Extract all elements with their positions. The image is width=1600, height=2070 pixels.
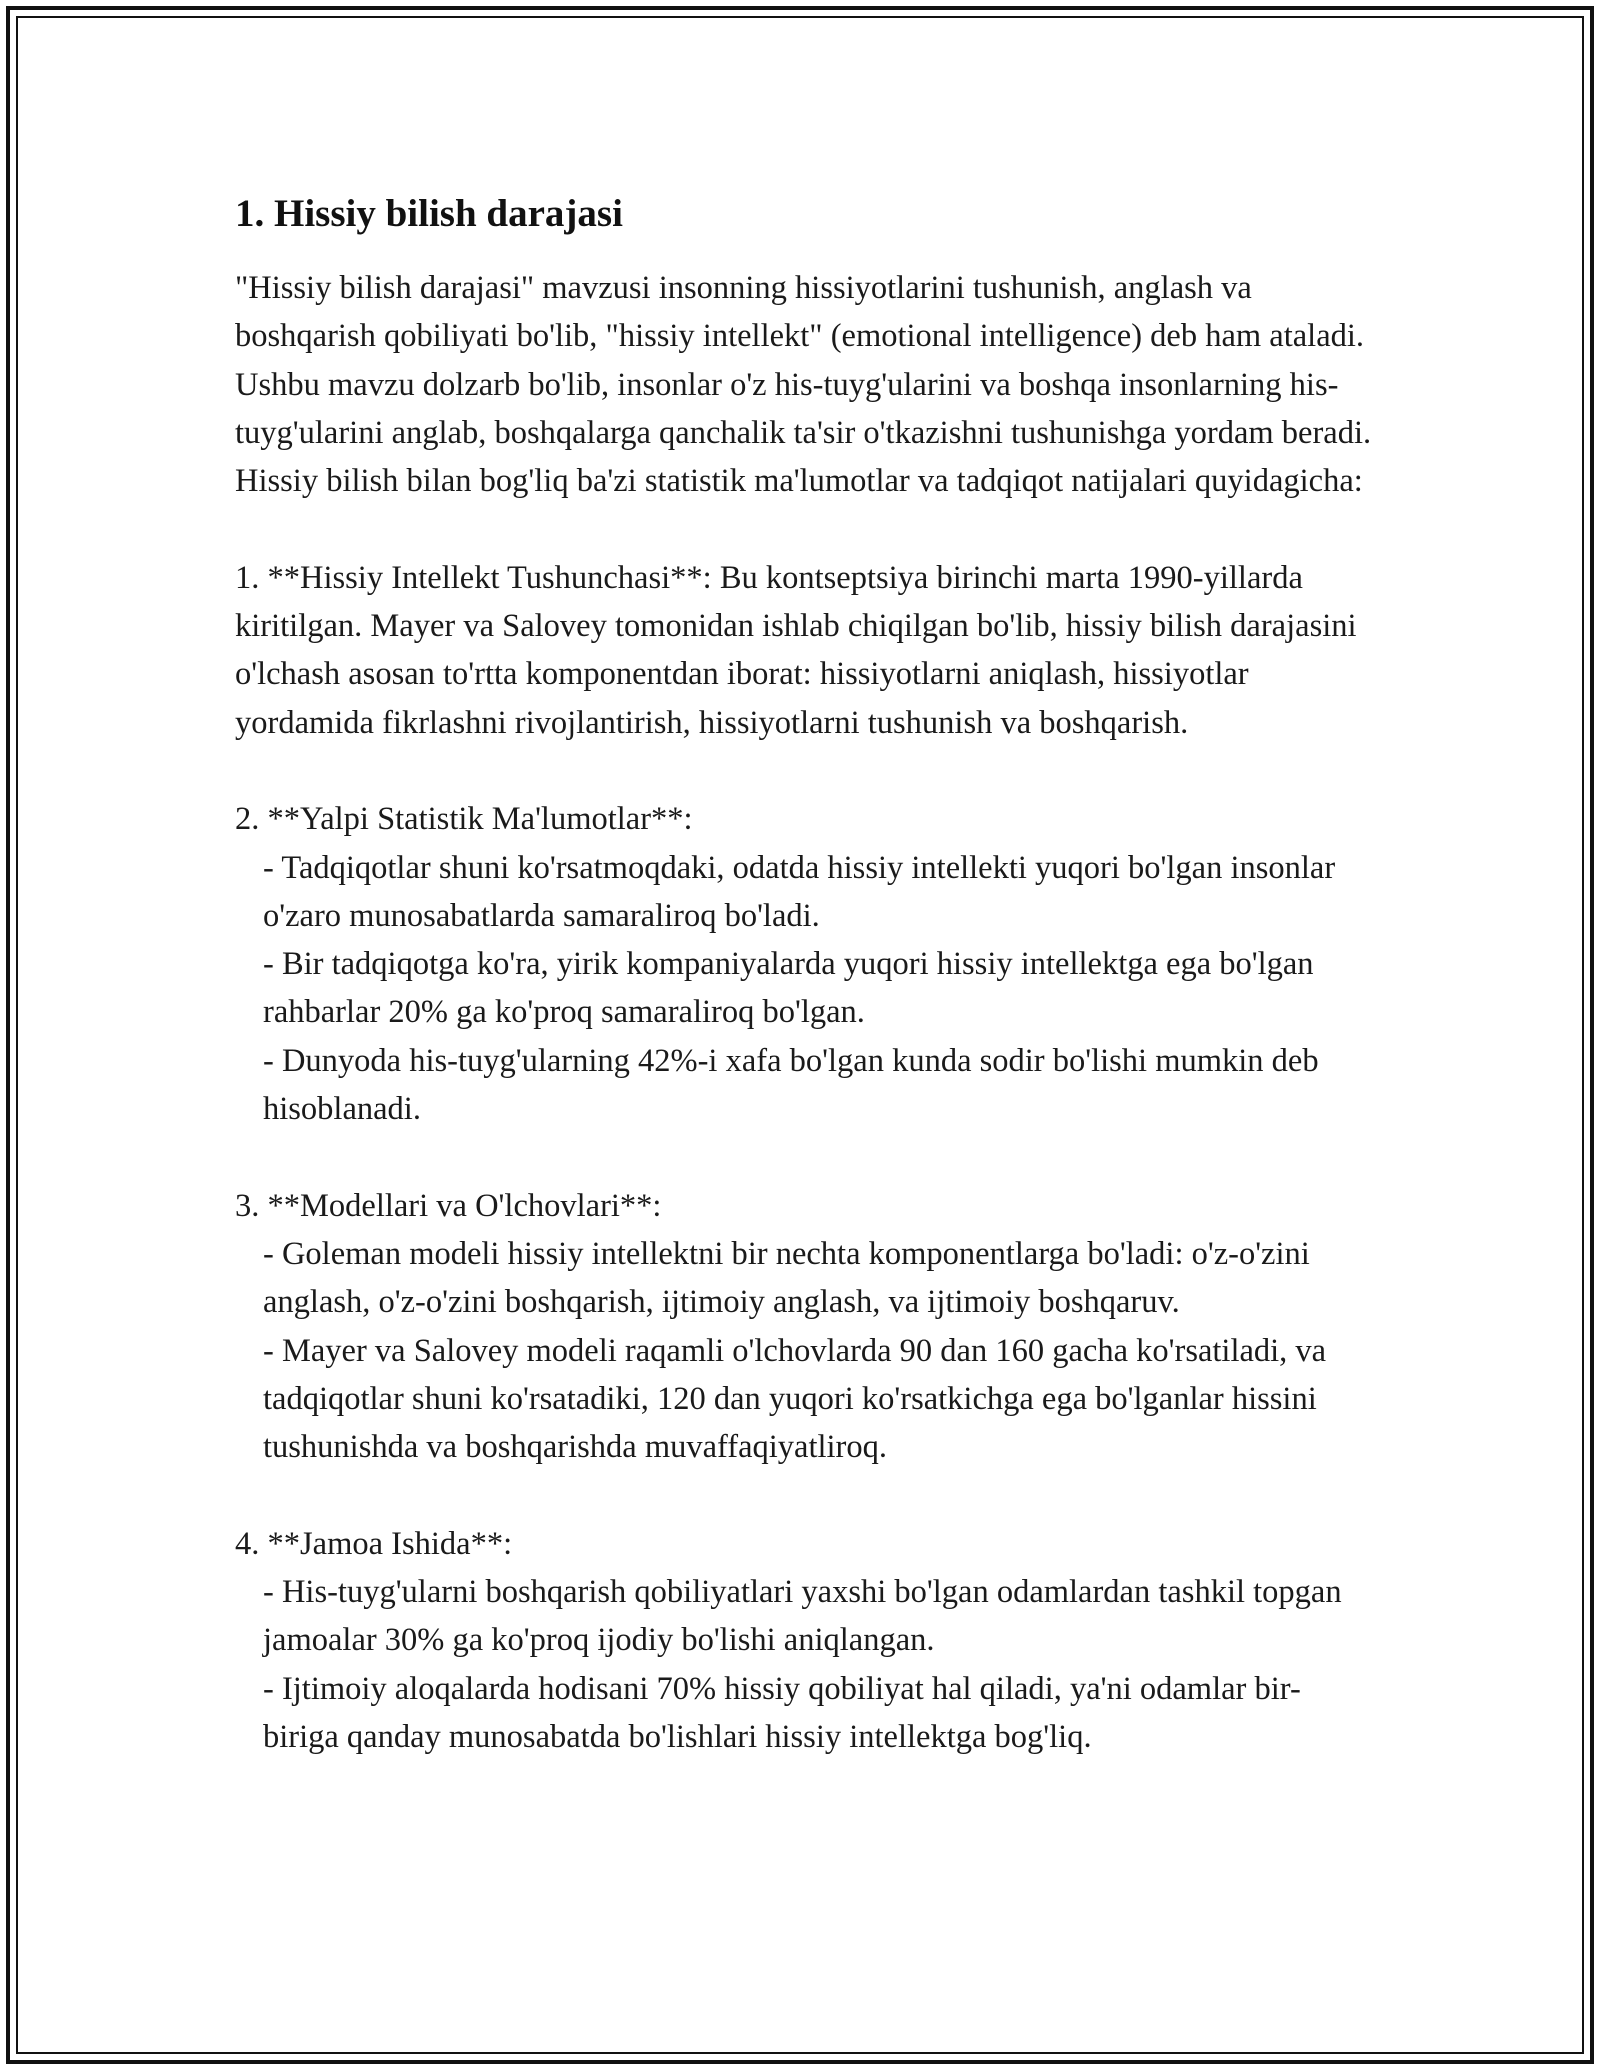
section-1-text: 1. **Hissiy Intellekt Tushunchasi**: Bu kontseptsiya birinchi marta 1990-yillarda kiritilgan. Mayer va Salovey tomonidan ishlab chiqilgan bo'lib, hissiy bilish darajasini o'lchash asosan to'rtta komponentdan iborat: hissiyotlarni aniqlash, hissiyotlar yordamida fikrlashni rivojlantirish, hissiyotlarni tushunish va boshqarish.	[235, 559, 1357, 741]
section-2-item: - Tadqiqotlar shuni ko'rsatmoqdaki, odatda hissiy intellekti yuqori bo'lgan insonlar o'zaro munosabatlarda samaraliroq bo'ladi.	[263, 849, 1336, 934]
section-4-heading: 4. **Jamoa Ishida**:	[235, 1525, 513, 1562]
section-2	[235, 795, 1375, 1133]
section-3	[235, 1182, 1375, 1472]
section-3-heading: 3. **Modellari va O'lchovlari**:	[235, 1187, 662, 1224]
section-2-item: - Dunyoda his-tuyg'ularning 42%-i xafa bo'lgan kunda sodir bo'lishi mumkin deb hisoblanadi.	[263, 1042, 1319, 1128]
section-1	[235, 554, 1375, 747]
section-4-item: - Ijtimoiy aloqalarda hodisani 70% hissiy qobiliyat hal qiladi, ya'ni odamlar bir-biriga qanday munosabatda bo'lishlari hissiy intellektga bog'liq.	[263, 1670, 1301, 1755]
page-title: 1. Hissiy bilish darajasi	[235, 192, 623, 235]
section-4	[235, 1520, 1375, 1761]
intro-paragraph: "Hissiy bilish darajasi" mavzusi insonning hissiyotlarini tushunish, anglash va boshqarish qobiliyati bo'lib, "hissiy intellekt" (emotional intelligence) deb ham ataladi. Ushbu mavzu dolzarb bo'lib, insonlar o'z his-tuyg'ularini va boshqa insonlarning his-tuyg'ularini anglab, boshqalarga qanchalik ta'sir o'tkazishni tushunishga yordam beradi. Hissiy bilish bilan bog'liq ba'zi statistik ma'lumotlar va tadqiqot natijalari quyidagicha:	[235, 270, 1372, 500]
section-2-heading: 2. **Yalpi Statistik Ma'lumotlar**:	[235, 801, 693, 838]
section-3-item: - Mayer va Salovey modeli raqamli o'lchovlarda 90 dan 160 gacha ko'rsatiladi, va tadqiqotlar shuni ko'rsatadiki, 120 dan yuqori ko'rsatkichga ega bo'lganlar hissini tushunishda va boshqarishda muvaffaqiyatliroq.	[263, 1332, 1327, 1466]
document-body	[235, 186, 1375, 1810]
section-3-item: - Goleman modeli hissiy intellektni bir nechta komponentlarga bo'ladi: o'z-o'zini anglash, o'z-o'zini boshqarish, ijtimoiy anglash, va ijtimoiy boshqaruv.	[263, 1235, 1310, 1321]
section-4-item: - His-tuyg'ularni boshqarish qobiliyatlari yaxshi bo'lgan odamlardan tashkil topgan jamoalar 30% ga ko'proq ijodiy bo'lishi aniqlangan.	[263, 1574, 1342, 1659]
section-2-item: - Bir tadqiqotga ko'ra, yirik kompaniyalarda yuqori hissiy intellektga ega bo'lgan rahbarlar 20% ga ko'proq samaraliroq bo'lgan.	[263, 946, 1314, 1031]
